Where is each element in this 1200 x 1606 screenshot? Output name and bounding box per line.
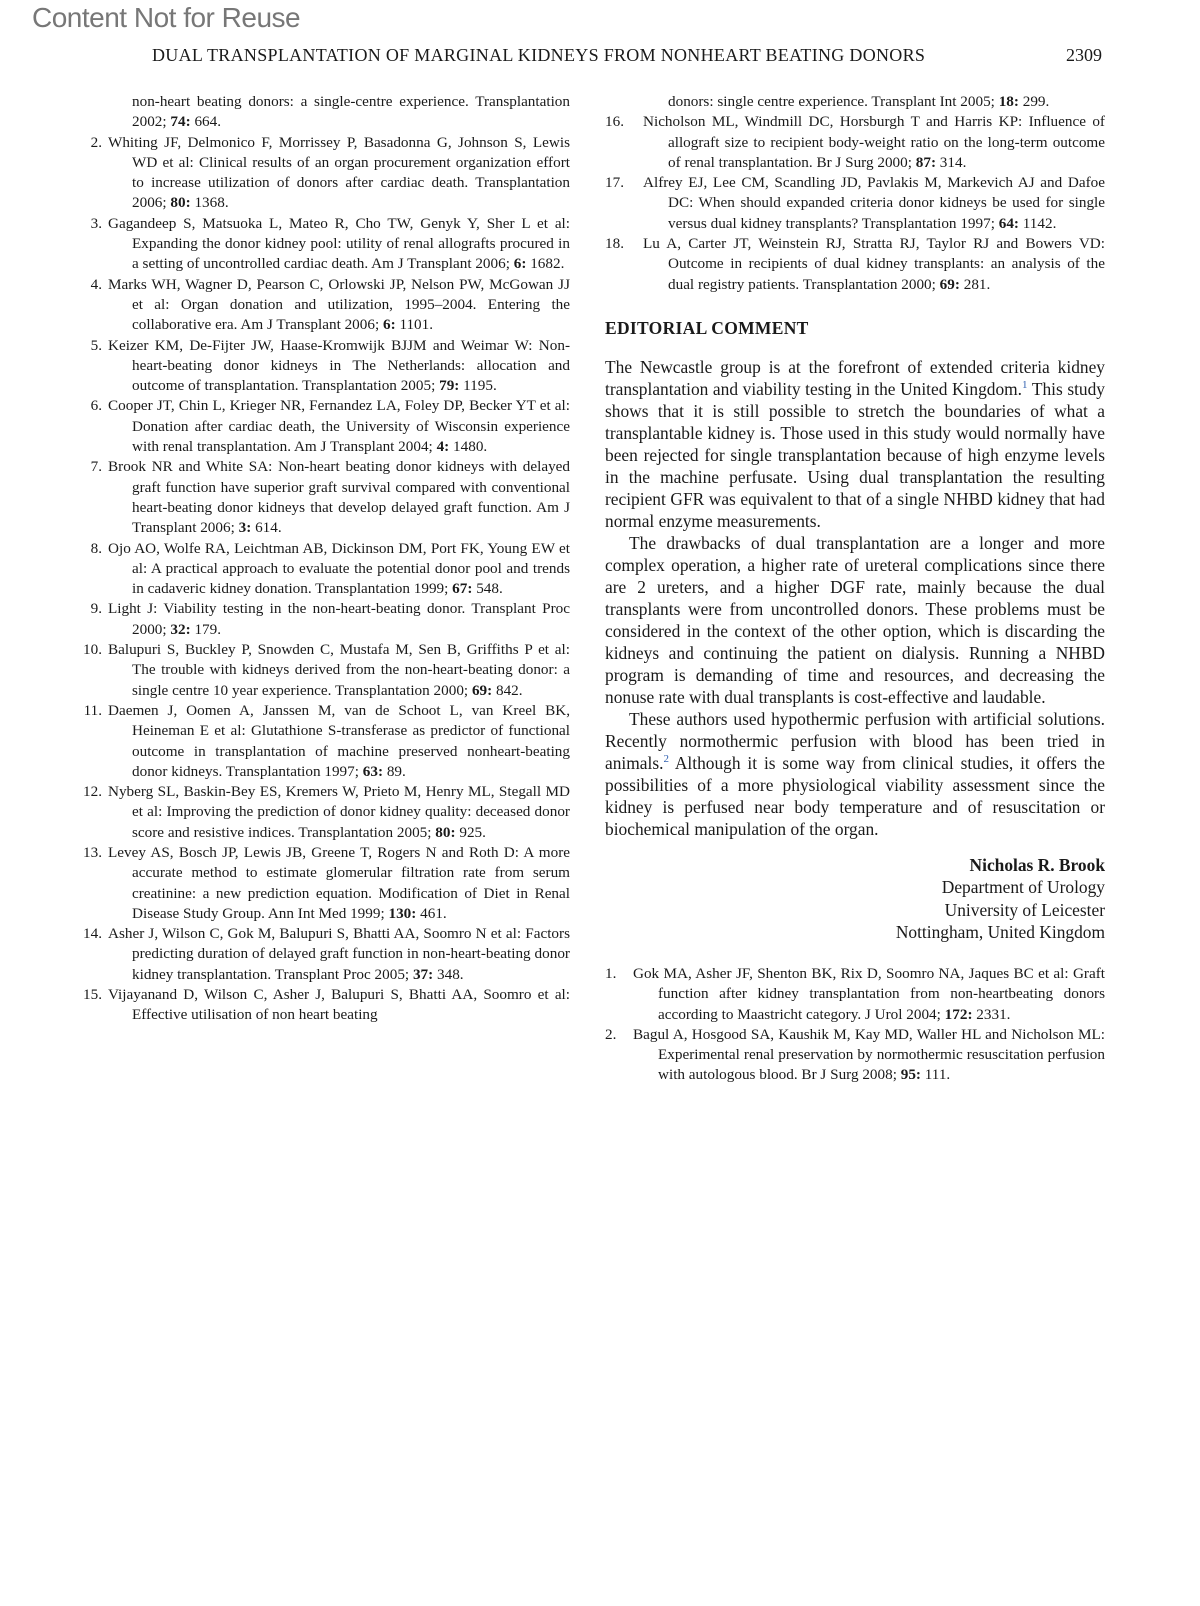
reference-list-continued [605, 92, 1105, 295]
reference-pages: 179. [190, 620, 222, 638]
citation-link[interactable]: 2 [663, 753, 669, 766]
reference-vol: 67: [452, 580, 473, 598]
right-column [605, 92, 1105, 1086]
reference-vol: 74: [170, 113, 191, 131]
editorial-heading: EDITORIAL COMMENT [605, 317, 809, 338]
editorial-reference-list [605, 964, 1105, 1086]
reference-vol: 172: [944, 1005, 973, 1023]
reference-n: 2. [605, 1025, 617, 1043]
reference-item [78, 336, 570, 397]
reference-text: Asher J, Wilson C, Gok M, Balupuri S, Bhatti AA, Soomro N et al: Factors predicting duration of delayed graft function in non-heart-beating donor kidney transplantation. Transplant Proc 2005; [108, 925, 570, 983]
reference-n: 12. [83, 783, 102, 801]
reference-pages: 89. [383, 762, 406, 780]
reference-item [78, 782, 570, 843]
author-department: Department of Urology [941, 877, 1105, 898]
reference-item [78, 457, 570, 538]
reference-vol: 130: [388, 904, 417, 922]
reference-text: Keizer KM, De-Fijter JW, Haase-Kromwijk BJJM and Weimar W: Non-heart-beating donor kidneys in The Netherlands: allocation and outcome of transplantation. Transplantation 2005; [108, 336, 570, 395]
reference-text: Alfrey EJ, Lee CM, Scandling JD, Pavlakis M, Markevich AJ and Dafoe DC: When should expanded criteria donor kidneys be used for single versus dual kidney transplants? Transplantation 1997; [643, 174, 1105, 232]
reference-vol: 87: [915, 153, 936, 171]
reference-vol: 79: [439, 377, 460, 395]
left-column [78, 92, 570, 1026]
reference-n: 1. [605, 964, 617, 982]
reference-text: Lu A, Carter JT, Weinstein RJ, Stratta RJ, Taylor RJ and Bowers VD: Outcome in recipients of dual kidney transplants: an analysis of the dual registry patients. Transplantation 2000; [643, 235, 1105, 293]
reference-n: 11. [83, 701, 102, 719]
reference-n: 4. [90, 275, 102, 293]
reference-vol: 6: [382, 316, 396, 334]
reference-vol: 64: [998, 214, 1019, 232]
reference-vol: 80: [170, 194, 191, 212]
reference-item [605, 234, 1105, 295]
reference-n: 6. [90, 397, 102, 415]
reference-text: Whiting JF, Delmonico F, Morrissey P, Basadonna G, Johnson S, Lewis WD et al: Clinical results of an organ procurement organization effort to increase utilization of donors after cardiac death. Transplantation 2006; [108, 133, 570, 212]
page-number: 2309 [1066, 45, 1102, 65]
reference-n: 18. [605, 235, 624, 253]
editorial-paragraph [605, 356, 1105, 532]
reference-item [605, 964, 1105, 1025]
reference-vol: 32: [170, 620, 191, 638]
reference-n: 5. [90, 336, 102, 354]
text: These authors used hypothermic perfusion with artificial solutions. Recently normothermic perfusion with blood has been tried in animals. [605, 708, 1105, 773]
reference-text: Light J: Viability testing in the non-heart-beating donor. Transplant Proc 2000; [108, 600, 570, 638]
reference-text: Marks WH, Wagner D, Pearson C, Orlowski JP, Nelson PW, McGowan JJ et al: Organ donation and utilization, 1995–2004. Entering the collaborative era. Am J Transplant 2006; [108, 275, 570, 334]
reference-vol: 37: [412, 965, 434, 983]
reference-item [605, 112, 1105, 173]
reference-pages: 2331. [972, 1005, 1011, 1023]
reference-text: Gagandeep S, Matsuoka L, Mateo R, Cho TW, Genyk Y, Sher L et al: Expanding the donor kidney pool: utility of renal allografts procured in a setting of uncontrolled cardiac death. Am J Transplant 2006; [108, 214, 570, 273]
author-university: University of Leicester [944, 899, 1105, 920]
reference-item [605, 173, 1105, 234]
reference-item [78, 92, 570, 133]
reference-n: 3. [90, 214, 102, 232]
reference-n: 7. [90, 458, 102, 476]
reference-item [78, 214, 570, 275]
editorial-paragraph [605, 708, 1105, 840]
editorial-paragraph: The drawbacks of dual transplantation are a longer and more complex operation, a higher rate of ureteral complications since there are 2 ureters, and a higher DGF rate, mainly because the dual transplants were from uncontrolled donors. These problems must be considered in the context of the other option, which is discarding the kidneys and continuing the patient on dialysis. Running a NHBD program is demanding of time and resources, and decreasing the nonuse rate with dual transplants is cost-effective and laudable. [605, 532, 1105, 707]
reference-vol: 6: [513, 255, 527, 273]
text: This study shows that it is still possible to stretch the boundaries of what a transplantable kidney is. Those used in this study would normally have been rejected for single transplantation because of high enzyme levels in the machine perfusate. Using dual transplantation the resulting recipient GFR was equivalent to that of a single NHBD kidney that had normal enzyme measurements. [605, 378, 1106, 531]
reference-vol: 4: [436, 438, 450, 456]
reference-item [78, 275, 570, 336]
reference-n: 14. [83, 925, 102, 943]
reference-pages: 299. [1018, 93, 1050, 110]
text: The Newcastle group is at the forefront of extended criteria kidney transplantation and viability testing in the United Kingdom. [605, 356, 1105, 399]
reference-item [78, 133, 570, 214]
reference-item [78, 539, 570, 600]
reference-n: 10. [83, 641, 102, 659]
reference-n: 17. [605, 174, 624, 192]
reference-text: Levey AS, Bosch JP, Lewis JB, Greene T, Rogers N and Roth D: A more accurate method to estimate glomerular filtration rate from serum creatinine: a new prediction equation. Modification of Diet in Renal Disease Study Group. Ann Int Med 1999; [108, 843, 570, 922]
reference-n: 8. [90, 539, 102, 557]
reference-text: Cooper JT, Chin L, Krieger NR, Fernandez LA, Foley DP, Becker YT et al: Donation after cardiac death, the University of Wisconsin experience with renal transplantation. Am J Transplant 2004; [108, 397, 570, 456]
reference-pages: 461. [416, 904, 447, 922]
signature-block [605, 854, 1105, 944]
reference-item [78, 599, 570, 640]
reference-item [78, 396, 570, 457]
reference-n: 15. [83, 986, 102, 1004]
watermark: Content Not for Reuse [32, 2, 301, 33]
reference-vol: 69: [939, 275, 960, 293]
reference-vol: 63: [362, 762, 384, 780]
reference-item [78, 701, 570, 782]
author-location: Nottingham, United Kingdom [895, 922, 1105, 943]
reference-item [78, 640, 570, 701]
reference-text: Daemen J, Oomen A, Janssen M, van de Schoot L, van Kreel BK, Heineman E et al: Glutathione S-transferase as predictor of functional outcome in transplantation of machine preserved nonheart-beating donor kidneys. Transplantation 1997; [108, 701, 570, 780]
reference-item [605, 1025, 1105, 1086]
reference-pages: 314. [936, 153, 967, 171]
reference-text: donors: single centre experience. Transplant Int 2005; [668, 93, 999, 110]
author-name: Nicholas R. Brook [969, 854, 1105, 875]
running-head: DUAL TRANSPLANTATION OF MARGINAL KIDNEYS FROM NONHEART BEATING DONORS [152, 45, 926, 65]
reference-pages: 1368. [190, 194, 229, 212]
citation-link[interactable]: 1 [1022, 379, 1028, 392]
reference-pages: 1142. [1018, 214, 1057, 232]
reference-pages: 925. [455, 823, 486, 841]
text: Although it is some way from clinical studies, it offers the possibilities of a more physiological viability assessment since the kidney is perfused near body temperature and of resuscitation or biochemical manipulation of the organ. [605, 752, 1105, 839]
reference-text: Nyberg SL, Baskin-Bey ES, Kremers W, Prieto M, Henry ML, Stegall MD et al: Improving the prediction of donor kidney quality: deceased donor score and resistive indices. Transplantation 2005; [108, 783, 570, 841]
reference-text: Balupuri S, Buckley P, Snowden C, Mustafa M, Sen B, Griffiths P et al: The trouble with kidneys derived from the non-heart-beating donor: a single centre 10 year experience. Transplantation 2000; [108, 641, 570, 699]
reference-pages: 348. [433, 965, 464, 983]
reference-text: Vijayanand D, Wilson C, Asher J, Balupuri S, Bhatti AA, Soomro et al: Effective utilisation of non heart beating [108, 986, 570, 1024]
reference-vol: 18: [998, 93, 1019, 110]
reference-pages: 1682. [526, 255, 565, 273]
reference-pages: 111. [920, 1066, 951, 1084]
reference-vol: 3: [238, 519, 252, 537]
reference-vol: 95: [900, 1066, 921, 1084]
reference-pages: 614. [251, 519, 282, 537]
reference-n: 9. [90, 600, 102, 618]
reference-text: Brook NR and White SA: Non-heart beating donor kidneys with delayed graft function have superior graft survival compared with conventional heart-beating donor kidneys that develop delayed graft function. Am J Transplant 2006; [108, 458, 570, 537]
reference-pages: 842. [492, 681, 523, 699]
reference-list [78, 92, 570, 1026]
reference-pages: 664. [190, 113, 222, 131]
reference-text: Ojo AO, Wolfe RA, Leichtman AB, Dickinson DM, Port FK, Young EW et al: A practical approach to evaluate the potential donor pool and trends in cadaveric kidney donation. Transplantation 1999; [108, 539, 570, 598]
reference-item [78, 843, 570, 924]
reference-text: Bagul A, Hosgood SA, Kaushik M, Kay MD, Waller HL and Nicholson ML: Experimental renal preservation by normothermic resuscitation perfusion with autologous blood. Br J Surg 2008; [633, 1025, 1105, 1084]
reference-text: Gok MA, Asher JF, Shenton BK, Rix D, Soomro NA, Jaques BC et al: Graft function after kidney transplantation from non-heartbeating donors according to Maastricht category. J Urol 2004; [633, 964, 1105, 1023]
reference-n: 16. [605, 113, 624, 131]
reference-text: Nicholson ML, Windmill DC, Horsburgh T and Harris KP: Influence of allograft size to recipient body-weight ratio on the long-term outcome of renal transplantation. Br J Surg 2000; [643, 113, 1105, 171]
reference-item [78, 924, 570, 985]
reference-pages: 281. [959, 275, 991, 293]
editorial-body [605, 356, 1105, 840]
reference-pages: 1195. [459, 377, 497, 395]
reference-n: 2. [90, 133, 102, 151]
reference-item [78, 985, 570, 1026]
reference-n: 13. [83, 843, 102, 861]
reference-vol: 69: [471, 681, 493, 699]
reference-pages: 1480. [449, 438, 488, 456]
reference-pages: 1101. [395, 316, 434, 334]
reference-vol: 80: [435, 823, 456, 841]
reference-pages: 548. [472, 580, 503, 598]
reference-item [605, 92, 1105, 112]
reference-text: non-heart beating donors: a single-centre experience. Transplantation 2002; [132, 93, 570, 131]
